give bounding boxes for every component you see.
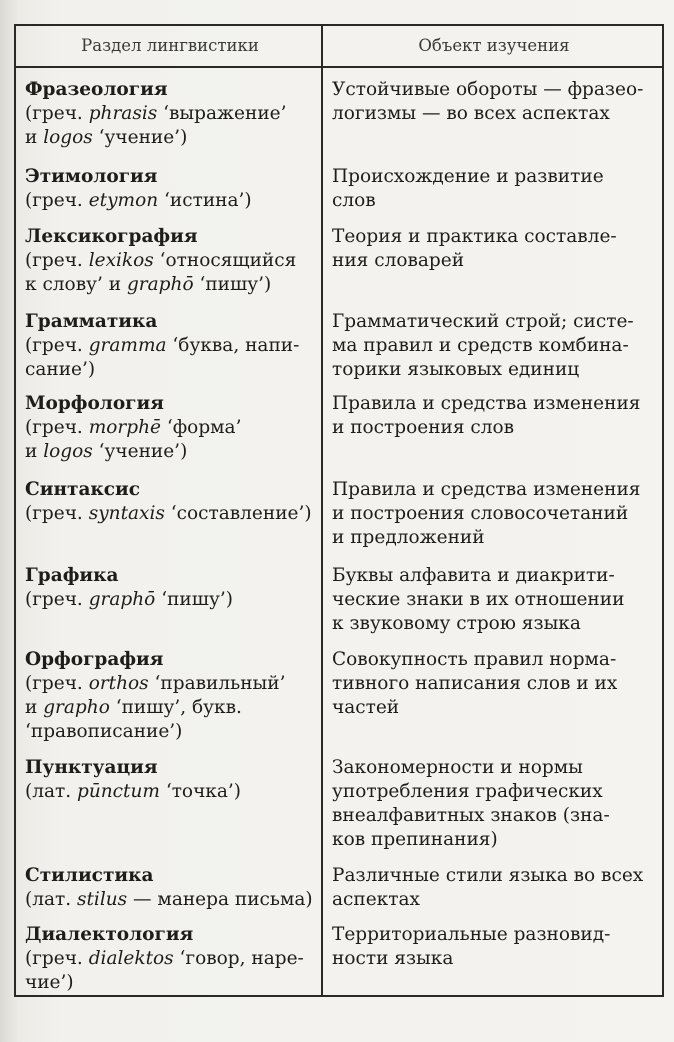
object-cell [322, 552, 663, 636]
branch-cell [15, 466, 322, 552]
etymology-line [25, 358, 315, 382]
etymology-line [25, 126, 315, 150]
object-line: Происхождение и развитие [332, 166, 604, 187]
branch-cell [15, 151, 322, 213]
table-row [15, 852, 663, 913]
etymology-line [25, 720, 315, 744]
etymology-text: ‘составление’) [164, 503, 312, 524]
etymology-text: (греч. [25, 190, 89, 211]
etymology-text: ‘говор, наре- [173, 948, 304, 969]
branch-term: Орфография [25, 649, 164, 670]
object-line: и построения слов [332, 417, 515, 438]
object-line: внеалфавитных знаков (зна- [332, 805, 610, 826]
branch-term: Стилистика [25, 865, 154, 886]
etymology-text: ‘пишу’) [155, 589, 233, 610]
object-line: ности языка [332, 948, 454, 969]
linguistics-table [14, 24, 664, 997]
etymology-line [25, 888, 315, 912]
object-line: тивного написания слов и их [332, 673, 618, 694]
object-line: Правила и средства изменения [332, 393, 641, 414]
object-cell [322, 298, 663, 382]
etymology-text: ‘учение’) [92, 441, 188, 462]
etymon-word: grapho [43, 697, 110, 718]
object-line: логизмы — во всех аспектах [332, 103, 610, 124]
etymology-line [25, 971, 315, 995]
etymology-line [25, 189, 315, 213]
etymology-line [25, 102, 315, 126]
object-cell [322, 382, 663, 466]
etymon-word: gramma [88, 335, 167, 356]
etymology-line [25, 947, 315, 971]
branch-term: Фразеология [25, 79, 168, 100]
etymon-word: etymon [88, 190, 159, 211]
etymology-text: ‘пишу’, букв. [109, 697, 242, 718]
header-branch: Раздел лингвистики [15, 25, 322, 67]
header-object: Объект изучения [322, 25, 663, 67]
etymology-text: ‘истина’) [158, 190, 252, 211]
branch-term: Пунктуация [25, 757, 158, 778]
branch-cell [15, 552, 322, 636]
etymology-text: и [25, 697, 44, 718]
object-line: ма правил и средств комбина- [332, 335, 629, 356]
branch-cell [15, 67, 322, 151]
etymology-text: ‘учение’) [92, 127, 188, 148]
etymology-text: (лат. [25, 889, 77, 910]
etymology-text: (греч. [25, 673, 89, 694]
table-row [15, 382, 663, 466]
etymology-text: сание’) [25, 359, 96, 380]
etymon-word: stilus [77, 889, 128, 910]
object-line: слов [332, 190, 376, 211]
object-line: ков препинания) [332, 829, 498, 850]
etymon-word: dialektos [88, 948, 174, 969]
branch-cell [15, 852, 322, 913]
object-line: аспектах [332, 889, 420, 910]
branch-term: Графика [25, 565, 119, 586]
object-cell [322, 213, 663, 298]
etymology-line [25, 334, 315, 358]
etymology-text: (греч. [25, 335, 89, 356]
branch-cell [15, 298, 322, 382]
table-row [15, 213, 663, 298]
branch-term: Морфология [25, 393, 164, 414]
etymology-text: — манера письма) [127, 889, 313, 910]
etymon-word: logos [43, 441, 93, 462]
etymology-line [25, 440, 315, 464]
etymology-text: ‘форма’ [160, 417, 242, 438]
table-row [15, 744, 663, 852]
object-cell [322, 852, 663, 913]
etymology-text: ‘буква, напи- [166, 335, 300, 356]
branch-cell [15, 636, 322, 744]
etymon-word: orthos [88, 673, 149, 694]
etymology-text: чие’) [25, 972, 74, 993]
etymology-line [25, 273, 315, 297]
etymon-word: syntaxis [88, 503, 165, 524]
table-row [15, 552, 663, 636]
etymology-text: ‘выражение’ [157, 103, 287, 124]
etymology-text: ‘правильный’ [148, 673, 286, 694]
table-row [15, 298, 663, 382]
object-line: и построения словосочетаний [332, 503, 629, 524]
object-cell [322, 67, 663, 151]
object-line: употребления графических [332, 781, 603, 802]
object-cell [322, 744, 663, 852]
etymon-word: graphō [88, 589, 156, 610]
object-line: Буквы алфавита и диакрити- [332, 565, 615, 586]
object-line: Устойчивые обороты — фразео- [332, 79, 644, 100]
object-line: ния словарей [332, 250, 465, 271]
branch-term: Этимология [25, 166, 158, 187]
etymon-word: phrasis [88, 103, 158, 124]
etymology-text: ‘точка’) [159, 781, 241, 802]
branch-term: Грамматика [25, 311, 158, 332]
etymon-word: graphō [126, 274, 194, 295]
object-line: Грамматический строй; систе- [332, 311, 634, 332]
branch-cell [15, 744, 322, 852]
etymology-text: к слову’ и [25, 274, 127, 295]
object-line: Закономерности и нормы [332, 757, 583, 778]
table-row [15, 913, 663, 996]
etymology-line [25, 416, 315, 440]
branch-term: Диалектология [25, 924, 194, 945]
etymology-text: (греч. [25, 417, 89, 438]
object-line: Территориальные разновид- [332, 924, 611, 945]
etymology-line [25, 780, 315, 804]
etymology-line [25, 502, 315, 526]
branch-term: Синтаксис [25, 479, 141, 500]
table-row [15, 466, 663, 552]
etymon-word: lexikos [88, 250, 154, 271]
etymology-text: (греч. [25, 589, 89, 610]
etymology-text: (греч. [25, 250, 89, 271]
etymology-text: (греч. [25, 503, 89, 524]
table-row [15, 67, 663, 151]
etymology-text: и [25, 127, 44, 148]
object-cell [322, 913, 663, 996]
object-cell [322, 466, 663, 552]
etymology-text: и [25, 441, 44, 462]
etymology-text: (греч. [25, 948, 89, 969]
branch-cell [15, 382, 322, 466]
etymology-text: (лат. [25, 781, 77, 802]
branch-cell [15, 913, 322, 996]
object-cell [322, 151, 663, 213]
object-line: ческие знаки в их отношении [332, 589, 625, 610]
object-line: Совокупность правил норма- [332, 649, 617, 670]
etymology-line [25, 672, 315, 696]
object-cell [322, 636, 663, 744]
etymon-word: pūnctum [77, 781, 160, 802]
etymology-line [25, 249, 315, 273]
etymon-word: morphē [88, 417, 161, 438]
etymology-text: (греч. [25, 103, 89, 124]
object-line: Теория и практика составле- [332, 226, 617, 247]
etymon-word: logos [43, 127, 93, 148]
etymology-text: ‘пишу’) [193, 274, 272, 295]
table-body [15, 67, 663, 996]
table-header-row [15, 25, 663, 67]
etymology-text: ‘правописание’) [25, 721, 183, 742]
table-row [15, 636, 663, 744]
object-line: к звуковому строю языка [332, 613, 581, 634]
object-line: частей [332, 697, 400, 718]
object-line: торики языковых единиц [332, 359, 580, 380]
branch-cell [15, 213, 322, 298]
object-line: Различные стили языка во всех [332, 865, 644, 886]
etymology-text: ‘относящийся [153, 250, 297, 271]
object-line: Правила и средства изменения [332, 479, 641, 500]
branch-term: Лексикография [25, 226, 198, 247]
etymology-line [25, 696, 315, 720]
etymology-line [25, 588, 315, 612]
table-row [15, 151, 663, 213]
object-line: и предложений [332, 527, 485, 548]
